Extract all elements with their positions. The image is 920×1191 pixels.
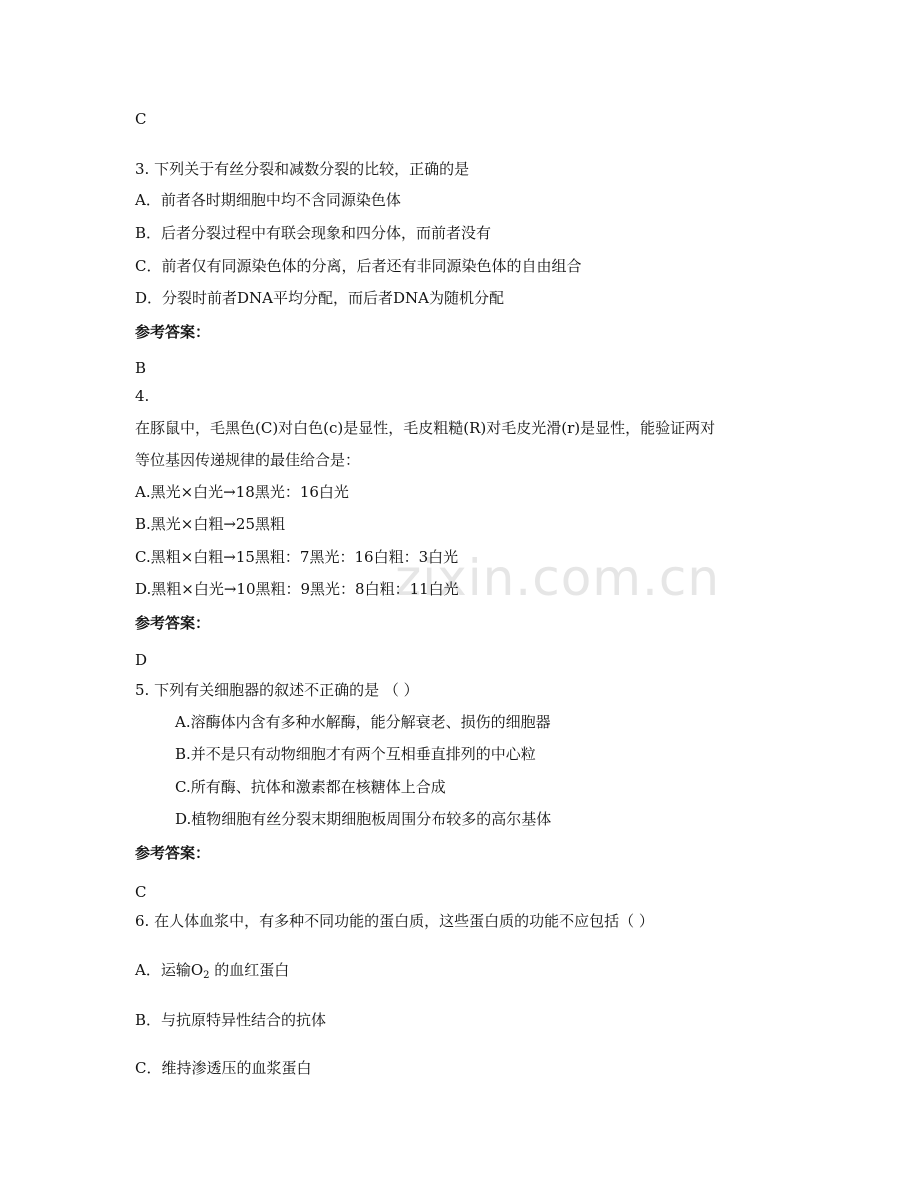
q6-option-c: C．维持渗透压的血浆蛋白	[135, 1059, 312, 1077]
q4-answer: D	[135, 651, 148, 669]
q5-stem: 5. 下列有关细胞器的叙述不正确的是 （ ）	[135, 681, 419, 699]
q4-number: 4.	[135, 387, 150, 405]
watermark: zixin.com.cn	[395, 549, 721, 607]
q6-option-a-post: 的血红蛋白	[209, 961, 290, 979]
q6-option-a-pre: A．运输O	[135, 961, 204, 979]
q3-answer-label: 参考答案：	[135, 323, 211, 341]
q4-option-d: D.黑粗×白光→10黑粗：9黑光：8白粗：11白光	[135, 580, 459, 598]
q5-option-d: D.植物细胞有丝分裂末期细胞板周围分布较多的高尔基体	[175, 810, 552, 828]
q5-option-a: A.溶酶体内含有多种水解酶，能分解衰老、损伤的细胞器	[175, 713, 551, 731]
q5-answer-label: 参考答案：	[135, 844, 211, 862]
q6-option-a	[135, 960, 289, 986]
q2-answer: C	[135, 110, 147, 128]
q6-stem: 6. 在人体血浆中，有多种不同功能的蛋白质，这些蛋白质的功能不应包括（ ）	[135, 912, 654, 930]
q3-option-d: D．分裂时前者DNA平均分配，而后者DNA为随机分配	[135, 289, 504, 307]
q3-option-b: B．后者分裂过程中有联会现象和四分体，而前者没有	[135, 224, 492, 242]
q6-option-a-subscript: 2	[203, 970, 210, 981]
q5-option-c: C.所有酶、抗体和激素都在核糖体上合成	[175, 778, 446, 796]
q4-option-c: C.黑粗×白粗→15黑粗：7黑光：16白粗：3白光	[135, 548, 459, 566]
q4-stem-line-2: 等位基因传递规律的最佳给合是：	[135, 451, 361, 469]
q3-option-c: C．前者仅有同源染色体的分离，后者还有非同源染色体的自由组合	[135, 257, 582, 275]
q3-answer: B	[135, 359, 147, 377]
q5-option-b: B.并不是只有动物细胞才有两个互相垂直排列的中心粒	[175, 745, 536, 763]
q3-stem: 3. 下列关于有丝分裂和减数分裂的比较，正确的是	[135, 160, 470, 178]
q6-option-b: B．与抗原特异性结合的抗体	[135, 1011, 327, 1029]
q4-option-b: B.黑光×白粗→25黑粗	[135, 515, 286, 533]
q4-option-a: A.黑光×白光→18黑光：16白光	[135, 483, 349, 501]
q4-stem-line-1: 在豚鼠中，毛黑色(C)对白色(c)是显性，毛皮粗糙(R)对毛皮光滑(r)是显性，能验证两对	[135, 419, 716, 437]
q5-answer: C	[135, 883, 147, 901]
q3-option-a: A．前者各时期细胞中均不含同源染色体	[135, 191, 401, 209]
q4-answer-label: 参考答案：	[135, 614, 211, 632]
